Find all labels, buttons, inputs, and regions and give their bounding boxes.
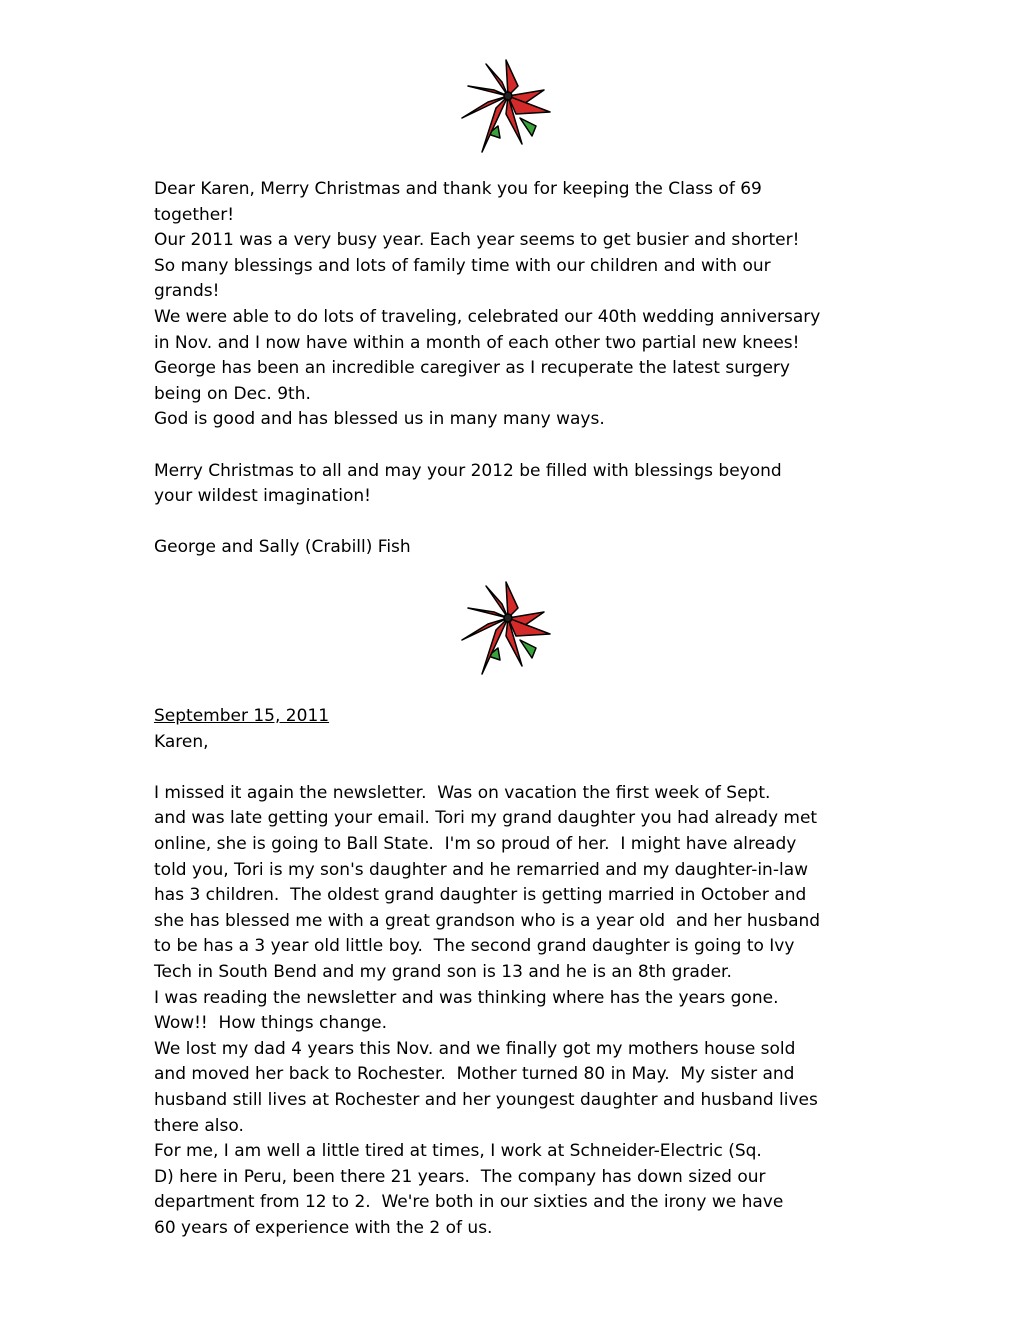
- text-line: told you, Tori is my son's daughter and he remarried and my daughter-in-law: [154, 859, 809, 880]
- text-line: God is good and has blessed us in many many ways.: [154, 409, 605, 430]
- text-line: We were able to do lots of traveling, celebrated our 40th wedding anniversary: [154, 306, 821, 327]
- text-line: in Nov. and I now have within a month of each other two partial new knees!: [154, 332, 800, 353]
- text-line: D) here in Peru, been there 21 years. The company has down sized our: [154, 1166, 766, 1187]
- text-line: Wow!! How things change.: [154, 1013, 388, 1034]
- text-line: and moved her back to Rochester. Mother turned 80 in May. My sister and: [154, 1064, 795, 1085]
- text-line: grands!: [154, 281, 220, 302]
- text-line: being on Dec. 9th.: [154, 383, 311, 404]
- letter-september: [154, 704, 874, 1241]
- text-line: [154, 755, 874, 781]
- text-line: Our 2011 was a very busy year. Each year seems to get busier and shorter!: [154, 230, 800, 251]
- signature: George and Sally (Crabill) Fish: [154, 537, 411, 558]
- text-line: So many blessings and lots of family time with our children and with our: [154, 255, 771, 276]
- text-line: online, she is going to Ball State. I'm so proud of her. I might have already: [154, 833, 797, 854]
- text-line: For me, I am well a little tired at times, I work at Schneider-Electric (Sq.: [154, 1141, 762, 1162]
- text-line: she has blessed me with a great grandson who is a year old and her husband: [154, 910, 821, 931]
- text-line: [154, 510, 874, 536]
- text-line: George has been an incredible caregiver as I recuperate the latest surgery: [154, 358, 790, 379]
- poinsettia-icon: [458, 56, 558, 156]
- text-line: We lost my dad 4 years this Nov. and we finally got my mothers house sold: [154, 1038, 796, 1059]
- text-line: I was reading the newsletter and was thinking where has the years gone.: [154, 987, 779, 1008]
- text-line: [154, 433, 874, 459]
- text-line: together!: [154, 204, 235, 225]
- text-line: there also.: [154, 1115, 244, 1136]
- poinsettia-graphic: [458, 578, 558, 678]
- text-line: Karen,: [154, 731, 209, 752]
- text-line: has 3 children. The oldest grand daughter is getting married in October and: [154, 885, 807, 906]
- text-line: your wildest imagination!: [154, 486, 371, 507]
- text-line: Dear Karen, Merry Christmas and thank you for keeping the Class of 69: [154, 179, 762, 199]
- text-line: 60 years of experience with the 2 of us.: [154, 1217, 493, 1238]
- text-line: and was late getting your email. Tori my grand daughter you had already met: [154, 808, 818, 829]
- poinsettia-graphic: [458, 56, 558, 156]
- letter-date: September 15, 2011: [154, 706, 330, 726]
- text-line: department from 12 to 2. We're both in our sixties and the irony we have: [154, 1192, 784, 1213]
- letter-christmas: [154, 177, 874, 561]
- poinsettia-icon: [458, 578, 558, 678]
- text-line: to be has a 3 year old little boy. The second grand daughter is going to Ivy: [154, 936, 795, 957]
- text-line: Tech in South Bend and my grand son is 13 and he is an 8th grader.: [154, 961, 732, 982]
- text-line: Merry Christmas to all and may your 2012 be filled with blessings beyond: [154, 460, 782, 481]
- text-line: I missed it again the newsletter. Was on vacation the first week of Sept.: [154, 782, 771, 803]
- text-line: husband still lives at Rochester and her youngest daughter and husband lives: [154, 1089, 818, 1110]
